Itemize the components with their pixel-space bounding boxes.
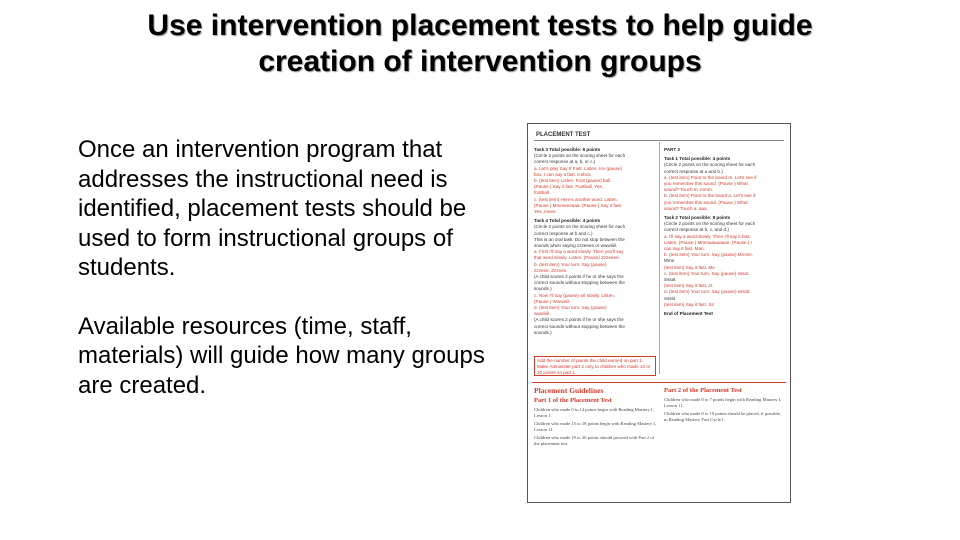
document-text-line: a. (test item) Point to the board m. Let's see if	[664, 174, 757, 180]
document-text-line: football.	[534, 190, 551, 196]
document-text-line: correct response at b, c, and d.)	[664, 227, 729, 233]
paragraph-resources: Available resources (time, staff, materials) will guide how many groups are created.	[78, 312, 485, 399]
document-text-line: (A child scores 2 points if he or she says the	[534, 274, 624, 280]
document-text-line: (Pause.) Mmmeeeaaa. (Pause.) Say it fast.	[534, 202, 623, 208]
document-text-line: Listen. (Pause.) Mmmaaaaaaan. (Pause.) I	[664, 239, 752, 245]
title-line-2: creation of intervention groups	[258, 45, 702, 78]
guidelines-part2-line: Children who made 8 to 10 points should be placed, if possible, in Reading Mastery Fast Cycle I.	[664, 411, 781, 422]
document-text-line: you remember this sound. (Pause.) What	[664, 181, 748, 187]
document-text-line: d. (test item) Your turn. Say (pause)	[534, 305, 607, 311]
document-text-line: This is an oral task. Do not stop between the	[534, 236, 625, 242]
guidelines-part1-line: Children who made 19 to 20 points should proceed with Part 2 of the placement test.	[534, 435, 655, 446]
document-text-line: zzzeee. Zzzeee.	[534, 267, 568, 273]
guidelines-part1-line: Children who made 0 to 14 points begin with Reading Mastery I, Lesson 1.	[534, 407, 654, 418]
document-text-line: correct response at a and b.)	[664, 168, 723, 174]
document-text-line: (test item) Say it fast. Sit	[664, 301, 714, 307]
document-text-line: correct sounds without stopping between the	[534, 323, 625, 329]
document-text-line: correct response at b and c.)	[534, 230, 593, 236]
document-text-line: a. I'll say a word slowly. Then I'll say it fast.	[664, 233, 751, 239]
column-divider	[659, 142, 660, 374]
guidelines-part2-heading: Part 2 of the Placement Test	[664, 387, 742, 394]
guidelines-rule	[532, 382, 786, 383]
document-text-line: (Circle 2 points on the scoring sheet for each	[534, 224, 626, 230]
document-text-line: you remember this sound. (Pause.) What	[664, 199, 748, 205]
document-text-line: PART 2	[664, 147, 680, 152]
guidelines-part1	[534, 386, 656, 447]
document-text-line: Task 1 Total possible: 4 points	[664, 156, 731, 162]
document-text-line: b. (test item) Your turn. Say (pause)	[534, 261, 607, 267]
document-text-line: (Circle 2 points on the scoring sheet for each	[534, 153, 626, 159]
slide-title	[40, 8, 920, 80]
document-rule	[534, 140, 784, 141]
document-text-line: sounds.)	[534, 329, 552, 335]
scoring-instructions-box: Add the number of points the child earned on part 1. Make Administer part 2 only to children who made 10 or 20 points on part 1.	[534, 356, 656, 376]
document-text-line: a. Let's play Say It Fast. Listen. Ice (pause)	[534, 165, 622, 171]
document-text-line: (Circle 2 points on the scoring sheet for each	[664, 221, 756, 227]
placement-test-document-image	[527, 123, 791, 503]
document-text-line: Task 2 Total possible: 8 points	[664, 215, 731, 221]
document-text-line: (Pause.) Say it fast. Football. Yes,	[534, 184, 603, 190]
document-text-line: correct sounds without stopping between the	[534, 280, 625, 286]
title-line-1: Use intervention placement tests to help guide	[147, 9, 813, 42]
document-text-line: a. First I'll say a word slowly. Then you'll say	[534, 249, 624, 255]
document-text-line: b. (test item) Listen. Foot (pause) ball.	[534, 178, 612, 184]
document-text-line: sound? Touch m. mmm.	[664, 187, 713, 193]
guidelines-title: Placement Guidelines	[534, 386, 604, 395]
document-text-line: box. I can say it fast. Icebox.	[534, 171, 592, 177]
document-text-line: (test item) Say it fast. At	[664, 283, 713, 289]
document-right-column	[664, 144, 784, 317]
guidelines-part2-line: Children who made 0 to 7 points begin with Reading Mastery I, Lesson 11.	[664, 397, 782, 408]
document-text-line: b. (test item) Your turn. Say (pause) Mmme.	[664, 252, 754, 258]
document-text-line: Yes, meee.	[534, 209, 557, 215]
document-text-line: b. (test item) Point to the board a. Let's see if	[664, 193, 756, 199]
guidelines-part2	[664, 386, 784, 423]
document-text-line: c. (test item) Your turn. Say (pause) sssat.	[664, 270, 750, 276]
document-text-line: Task 4 Total possible: 4 points	[534, 218, 601, 224]
document-text-line: (A child scores 2 points if he or she says the	[534, 317, 624, 323]
document-text-line: (Pause.) Wwwiiiil.	[534, 298, 570, 304]
paragraph-placement-tests: Once an intervention program that addresses the instructional need is identified, placement tests should be used to form instructional groups of students.	[78, 136, 467, 281]
document-text-line: sound? Touch a. aaa.	[664, 205, 708, 211]
document-text-line: wwwiiiil.	[534, 311, 551, 317]
guidelines-part1-heading: Part 1 of the Placement Test	[534, 397, 612, 404]
document-text-line: c. Now I'll say (pause) wil slowly. Listen.	[534, 292, 615, 298]
document-text-line: (Circle 2 points on the scoring sheet for each	[664, 162, 756, 168]
document-text-line: d. (test item) Your turn. Say (pause) sssiiit.	[664, 289, 751, 295]
document-text-line: (test item) Say it fast. Me	[664, 264, 715, 270]
document-text-line: that word slowly. Listen. (Pause) Zzzeeee.	[534, 255, 620, 261]
document-left-column	[534, 144, 656, 336]
body-text	[78, 135, 498, 400]
document-text-line: Mme	[664, 258, 675, 264]
document-text-line: sounds.)	[534, 286, 552, 292]
document-text-line: sounds when saying zzzeeee or wwwiiiil.	[534, 243, 617, 249]
document-text-line: Sssiit	[664, 295, 675, 301]
document-text-line: Sssat	[664, 277, 676, 283]
document-text-line: End of Placement Test	[664, 311, 713, 317]
document-text-line: Task 3 Total possible: 6 points	[534, 147, 601, 152]
document-heading: PLACEMENT TEST	[536, 132, 591, 138]
document-text-line: can say it fast. Man.	[664, 246, 705, 252]
document-text-line: correct response at a, b, or c.)	[534, 159, 596, 165]
document-text-line: c. (test item) Here's another word. Listen.	[534, 196, 618, 202]
guidelines-part1-line: Children who made 15 to 18 points begin with Reading Mastery I, Lesson 11.	[534, 421, 656, 432]
